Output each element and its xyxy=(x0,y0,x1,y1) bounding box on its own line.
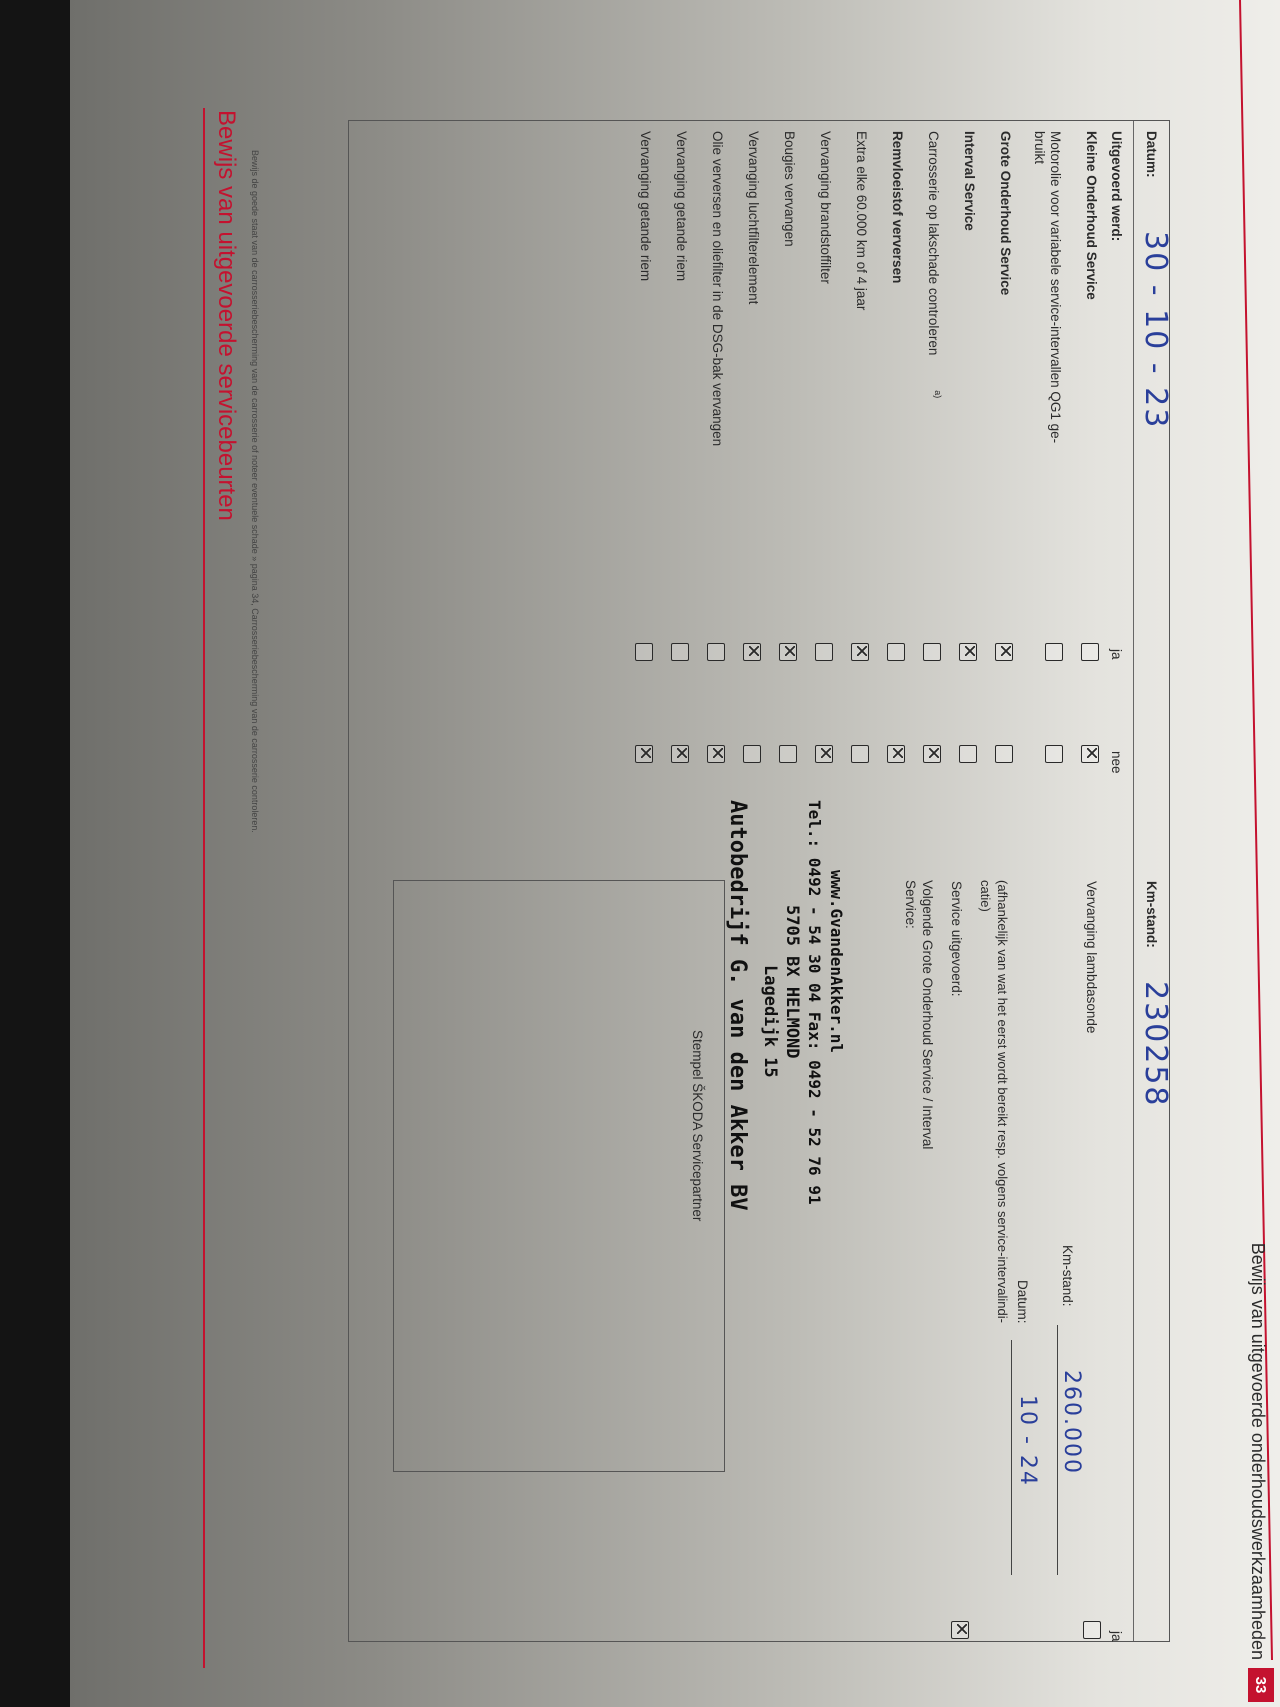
row-nee-checkbox[interactable] xyxy=(671,745,689,763)
page-number: 33 xyxy=(1248,1668,1274,1702)
column-ja-right: ja xyxy=(1109,1631,1124,1642)
row-nee-checkbox[interactable] xyxy=(959,745,977,763)
row-nee-checkbox[interactable] xyxy=(1045,745,1063,763)
stamp-line-1: Autobedrijf G. van den Akker BV xyxy=(725,800,750,1211)
row-label-continued: bruikt xyxy=(1032,131,1047,165)
row-nee-checkbox[interactable] xyxy=(707,745,725,763)
row-label: Carrosserie op lakschade controleren xyxy=(926,131,941,356)
row-label: Motorolie voor variabele service-intervallen QG1 ge- xyxy=(1048,131,1063,444)
km-label: Km-stand: xyxy=(1144,881,1159,948)
stamp-line-2: Lagedijk 15 xyxy=(760,965,780,1078)
next-km-value: 260.000 xyxy=(1059,1370,1084,1475)
row-label: Olie verversen en oliefilter in de DSG-bak vervangen xyxy=(710,131,725,447)
row-footnote-marker: a) xyxy=(933,390,943,399)
row-ja-checkbox[interactable] xyxy=(671,643,689,661)
next-service-label-2: Service: xyxy=(903,880,918,929)
next-date-value: 10 - 24 xyxy=(1015,1395,1040,1487)
row-ja-checkbox[interactable] xyxy=(959,643,977,661)
row-label: Vervanging getande riem xyxy=(674,131,689,282)
row-nee-checkbox[interactable] xyxy=(995,745,1013,763)
stamp-line-5: www.GvandenAkker.nl xyxy=(827,870,846,1054)
row-label: Grote Onderhoud Service xyxy=(998,131,1013,296)
row-nee-checkbox[interactable] xyxy=(779,745,797,763)
footnote: Bewijs de goede staat van de carrosseriebescherming van de carrosserie of noteer eventuele schade » pagina 34, Carrosseriebescherming van de carrosserie controleren. xyxy=(250,150,260,833)
row-nee-checkbox[interactable] xyxy=(743,745,761,763)
row-label: Kleine Onderhoud Service xyxy=(1084,131,1099,300)
row-label: Bougies vervangen xyxy=(782,131,797,247)
row-label: Vervanging getande riem xyxy=(638,131,653,282)
row-ja-checkbox[interactable] xyxy=(635,643,653,661)
dependency-note-2: catie) xyxy=(978,880,993,912)
title-rule xyxy=(203,108,205,1668)
next-km-label: Km-stand: xyxy=(1060,1245,1075,1307)
row-nee-checkbox[interactable] xyxy=(635,745,653,763)
row-ja-checkbox[interactable] xyxy=(887,643,905,661)
running-header: Bewijs van uitgevoerde onderhoudswerkzaamheden xyxy=(1248,1242,1268,1660)
row-nee-checkbox[interactable] xyxy=(815,745,833,763)
column-nee: nee xyxy=(1109,751,1124,774)
row-nee-checkbox[interactable] xyxy=(887,745,905,763)
page-title: Bewijs van uitgevoerde servicebeurten xyxy=(213,110,240,521)
row-label: Extra elke 60.000 km of 4 jaar xyxy=(854,131,869,311)
row-nee-checkbox[interactable] xyxy=(923,745,941,763)
service-performed-label: Service uitgevoerd: xyxy=(949,881,964,997)
column-ja: ja xyxy=(1109,649,1124,660)
lambda-nee-checkbox[interactable] xyxy=(951,1621,969,1639)
stamp-line-4: Tel.: 0492 - 54 30 04 Fax: 0492 - 52 76 91 xyxy=(805,800,824,1205)
row-nee-checkbox[interactable] xyxy=(1081,745,1099,763)
service-booklet-page xyxy=(70,0,1280,1707)
lambda-ja-checkbox[interactable] xyxy=(1083,1621,1101,1639)
next-service-label: Volgende Grote Onderhoud Service / Interval xyxy=(920,880,935,1150)
stamp-caption: Stempel ŠKODA Servicepartner xyxy=(690,1030,705,1222)
row-ja-checkbox[interactable] xyxy=(1045,643,1063,661)
dependency-note: (afhankelijk van wat het eerst wordt bereikt resp. volgens service-intervalindi- xyxy=(995,880,1010,1323)
stamp-line-3: 5705 BX HELMOND xyxy=(782,905,802,1059)
rotated-page-content xyxy=(70,0,1280,1707)
next-date-label: Datum: xyxy=(1015,1280,1030,1324)
row-label: Vervanging brandstoffilter xyxy=(818,131,833,284)
row-nee-checkbox[interactable] xyxy=(851,745,869,763)
row-label: Vervanging luchtfilterelement xyxy=(746,131,761,305)
stamp-box xyxy=(393,880,725,1472)
performed-label: Uitgevoerd werd: xyxy=(1109,131,1124,242)
row-ja-checkbox[interactable] xyxy=(851,643,869,661)
lambda-label: Vervanging lambdasonde xyxy=(1084,881,1099,1034)
row-ja-checkbox[interactable] xyxy=(743,643,761,661)
row-ja-checkbox[interactable] xyxy=(779,643,797,661)
row-ja-checkbox[interactable] xyxy=(707,643,725,661)
km-value: 230258 xyxy=(1138,981,1173,1108)
date-value: 30 - 10 - 23 xyxy=(1138,231,1173,430)
date-label: Datum: xyxy=(1144,131,1159,178)
row-label: Interval Service xyxy=(962,131,977,231)
row-label: Remvloeistof verversen xyxy=(890,131,905,284)
row-ja-checkbox[interactable] xyxy=(995,643,1013,661)
next-km-line xyxy=(1057,1325,1058,1575)
row-ja-checkbox[interactable] xyxy=(1081,643,1099,661)
row-ja-checkbox[interactable] xyxy=(923,643,941,661)
row-ja-checkbox[interactable] xyxy=(815,643,833,661)
next-date-line xyxy=(1011,1340,1012,1575)
